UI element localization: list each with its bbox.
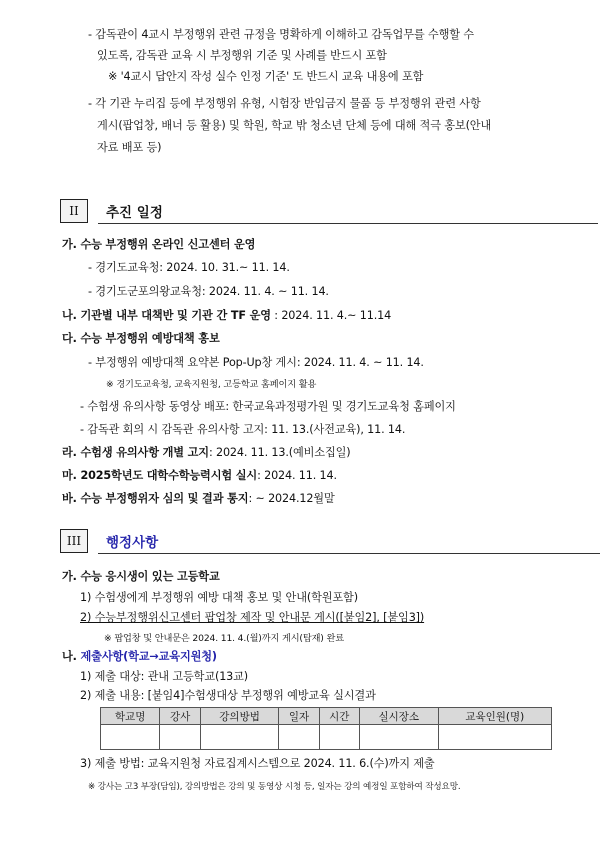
schedule-ba-label: 바. 수능 부정행위자 심의 및 결과 통지 [62, 492, 249, 505]
section-2-title: 추진 일정 [106, 205, 163, 221]
schedule-ma-date: : 2024. 11. 14. [257, 469, 337, 482]
schedule-ga-item-2: - 경기도군포의왕교육청: 2024. 11. 4. ~ 11. 14. [88, 285, 329, 298]
result-report-table [100, 707, 552, 750]
table-header-date: 일자 [279, 708, 319, 725]
admin-na-prefix: 나. [62, 650, 81, 663]
table-cell-date [279, 725, 319, 750]
section-3-rule [98, 553, 600, 554]
schedule-ra [62, 446, 350, 460]
table-header-school: 학교명 [101, 708, 160, 725]
schedule-ra-date: : 2024. 11. 13.(예비소집일) [208, 446, 351, 459]
schedule-na-date: : 2024. 11. 4.~ 11.14 [270, 309, 392, 322]
schedule-ma-label: 마. 2025학년도 대학수학능력시험 실시 [62, 469, 258, 482]
schedule-ma [62, 469, 337, 483]
intro-bullet-2-line-2: 게시(팝업창, 배너 등 활용) 및 학원, 학교 밖 청소년 단체 등에 대해 적극 홍보(안내 [97, 119, 492, 132]
admin-na-item-1: 1) 제출 대상: 관내 고등학교(13교) [80, 670, 249, 683]
schedule-ra-label: 라. 수험생 유의사항 개별 고지 [62, 446, 209, 459]
table-header-count: 교육인원(명) [438, 708, 551, 725]
schedule-na [62, 309, 391, 323]
intro-bullet-1-note: ※ '4교시 답안지 작성 실수 인정 기준' 도 반드시 교육 내용에 포함 [108, 70, 424, 83]
schedule-ba-date: : ~ 2024.12월말 [248, 492, 335, 505]
schedule-ga-item-1: - 경기도교육청: 2024. 10. 31.~ 11. 14. [88, 261, 290, 274]
admin-na-item-2: 2) 제출 내용: [붙임4]수험생대상 부정행위 예방교육 실시결과 [80, 689, 376, 702]
intro-bullet-2-line-3: 자료 배포 등) [97, 141, 162, 154]
table-header-instructor: 강사 [160, 708, 200, 725]
table-cell-method [200, 725, 279, 750]
intro-bullet-1-line-1: - 감독관이 4교시 부정행위 관련 규정을 명확하게 이해하고 감독업무를 수행할 수 [88, 28, 474, 41]
admin-ga-item-2: 2) 수능부정행위신고센터 팝업창 제작 및 안내문 게시([붙임2], [붙임3]) [80, 611, 425, 624]
section-3-title: 행정사항 [106, 535, 159, 551]
schedule-da-item-3: - 감독관 회의 시 감독관 유의사항 고지: 11. 13.(사전교육), 11. 14. [80, 423, 406, 436]
table-header-time: 시간 [319, 708, 359, 725]
table-row [101, 725, 552, 750]
admin-footnote: ※ 강사는 고3 부장(담임), 강의방법은 강의 및 동영상 시청 등, 일자는 강의 예정일 포함하여 작성요망. [88, 782, 461, 792]
admin-na-heading [62, 650, 217, 664]
schedule-da-note: ※ 경기도교육청, 교육지원청, 고등학교 홈페이지 활용 [106, 379, 317, 390]
intro-bullet-2-line-1: - 각 기관 누리집 등에 부정행위 유형, 시험장 반입금지 물품 등 부정행위 관련 사항 [88, 97, 481, 110]
intro-bullet-1-line-2: 있도록, 감독관 교육 시 부정행위 기준 및 사례를 반드시 포함 [97, 49, 387, 62]
table-cell-count [438, 725, 551, 750]
schedule-da-item-1: - 부정행위 예방대책 요약본 Pop-Up창 게시: 2024. 11. 4. ~ 11. 14. [88, 356, 424, 369]
table-header-place: 실시장소 [359, 708, 438, 725]
section-2-number: II [60, 199, 88, 223]
schedule-na-label: 나. 기관별 내부 대책반 및 기관 간 TF 운영 [62, 309, 271, 322]
schedule-ga-heading: 가. 수능 부정행위 온라인 신고센터 운영 [62, 238, 256, 251]
table-header-row [101, 708, 552, 725]
table-header-method: 강의방법 [200, 708, 279, 725]
admin-ga-note: ※ 팝업창 및 안내문은 2024. 11. 4.(월)까지 게시(탑재) 완료 [104, 633, 344, 644]
schedule-ba [62, 492, 335, 506]
admin-ga-item-1: 1) 수험생에게 부정행위 예방 대책 홍보 및 안내(학원포함) [80, 591, 358, 604]
table-cell-instructor [160, 725, 200, 750]
section-3-number: III [60, 529, 88, 553]
admin-ga-heading: 가. 수능 응시생이 있는 고등학교 [62, 570, 220, 583]
table-cell-school [101, 725, 160, 750]
table-cell-place [359, 725, 438, 750]
schedule-da-heading: 다. 수능 부정행위 예방대책 홍보 [62, 332, 220, 345]
schedule-da-item-2: - 수험생 유의사항 동영상 배포: 한국교육과정평가원 및 경기도교육청 홈페이지 [80, 400, 456, 413]
section-2-rule [98, 223, 598, 224]
admin-na-title: 제출사항(학교→교육지원청) [80, 650, 217, 663]
table-cell-time [319, 725, 359, 750]
admin-na-item-3: 3) 제출 방법: 교육지원청 자료집계시스템으로 2024. 11. 6.(수)까지 제출 [80, 757, 435, 770]
